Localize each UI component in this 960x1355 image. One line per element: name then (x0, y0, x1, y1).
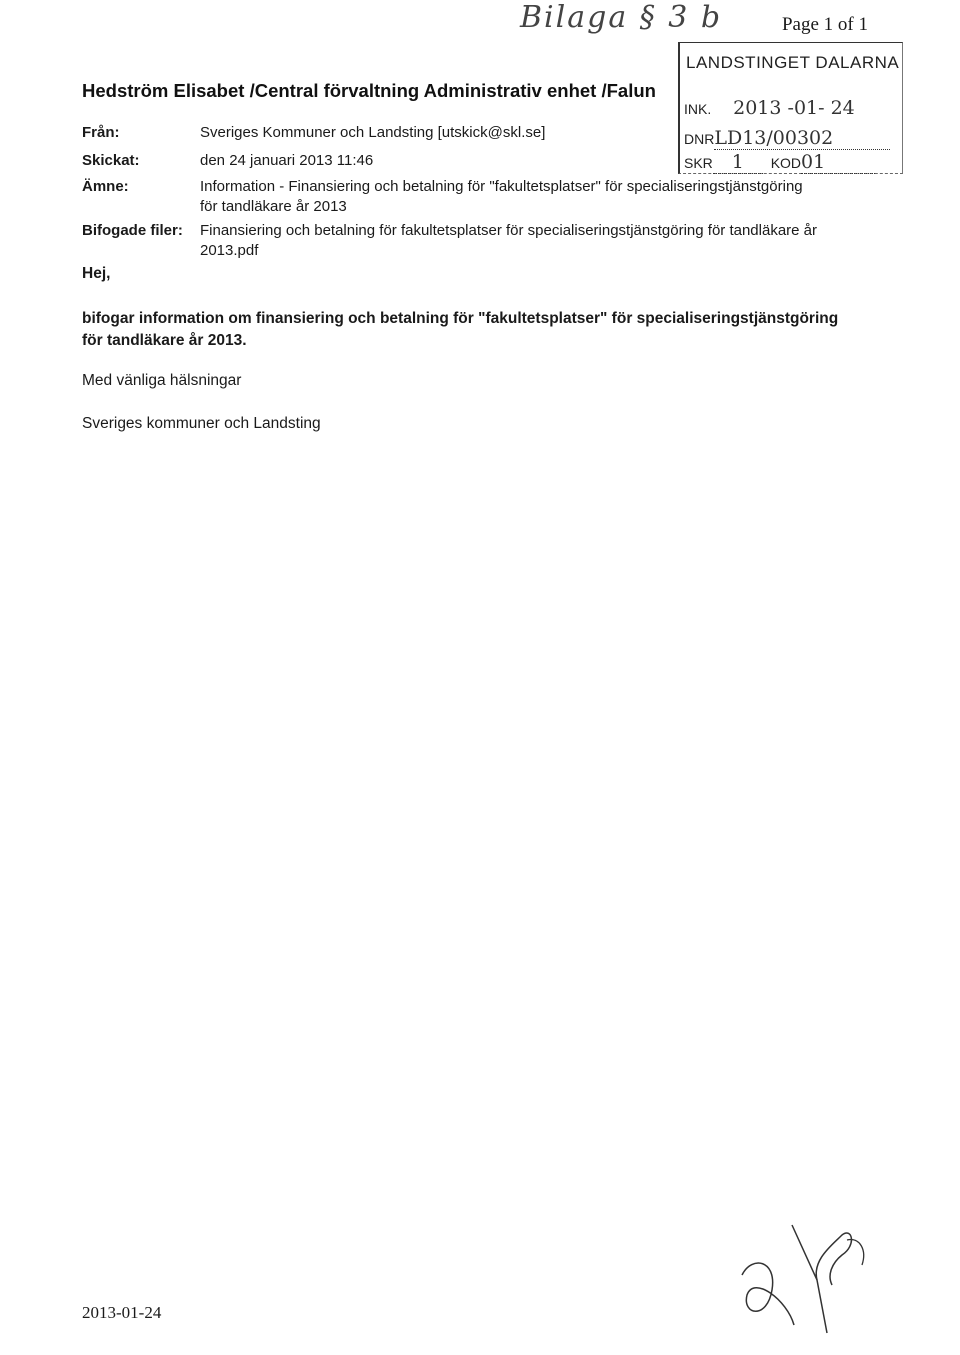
stamp-kod-value: 01 (801, 151, 875, 174)
stamp-ink-row (684, 97, 855, 119)
signature-organization: Sveriges kommuner och Landsting (82, 415, 321, 432)
sent-value: den 24 januari 2013 11:46 (200, 152, 374, 169)
closing: Med vänliga hälsningar (82, 372, 242, 389)
subject-line-2: för tandläkare år 2013 (200, 198, 347, 215)
stamp-dnr-label: DNR (684, 131, 715, 147)
registration-stamp (678, 42, 903, 174)
stamp-skr-label: SKR (684, 155, 713, 171)
page-number-label: Page 1 of 1 (781, 14, 868, 35)
greeting: Hej, (82, 265, 111, 282)
print-date: 2013-01-24 (82, 1303, 162, 1322)
stamp-dnr-row (684, 127, 890, 150)
stamp-ink-value: 2013 -01- 24 (733, 97, 855, 119)
stamp-dnr-value: LD13/00302 (714, 127, 890, 150)
stamp-skr-value: 1 (713, 151, 763, 174)
handwritten-annotation: Bilaga § 3 b (520, 0, 723, 35)
handwritten-signature (732, 1205, 882, 1335)
attachment-link-continued[interactable]: 2013.pdf (200, 242, 259, 259)
subject-line-1: Information - Finansiering och betalning för "fakultetsplatser" för specialiseringstjänstgöring (200, 178, 803, 195)
stamp-kod-label: KOD (770, 155, 802, 171)
stamp-organization: LANDSTINGET DALARNA (686, 53, 900, 72)
body-line-2: för tandläkare år 2013. (82, 332, 247, 349)
sent-label: Skickat: (82, 152, 140, 169)
attachment-link[interactable]: Finansiering och betalning för fakultetsplatser för specialiseringstjänstgöring för tandläkare år (200, 222, 817, 239)
stamp-ink-label: INK. (684, 101, 712, 117)
subject-label: Ämne: (82, 178, 129, 195)
stamp-skr-row (684, 151, 875, 174)
attachments-label: Bifogade filer: (82, 222, 183, 239)
from-value: Sveriges Kommuner och Landsting [utskick@skl.se] (200, 124, 546, 141)
sender-header: Hedström Elisabet /Central förvaltning Administrativ enhet /Falun (82, 80, 656, 101)
from-label: Från: (82, 124, 120, 141)
body-line-1: bifogar information om finansiering och betalning för "fakultetsplatser" för specialiseringstjänstgöring (82, 310, 839, 327)
